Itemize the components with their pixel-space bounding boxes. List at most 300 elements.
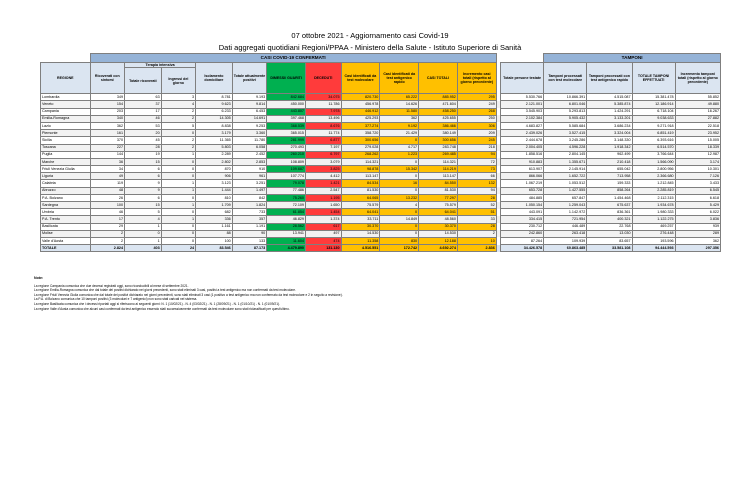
value-cell: 81.530 xyxy=(419,187,458,194)
value-cell: 5.585.684 xyxy=(544,122,587,129)
value-cell: 866.066 xyxy=(501,173,544,180)
value-cell: 1.497 xyxy=(232,187,266,194)
value-cell: 61.854 xyxy=(267,209,306,216)
value-cell: 4.516.551 xyxy=(341,245,380,252)
table-row xyxy=(41,216,721,223)
value-cell: 2 xyxy=(161,108,195,115)
value-cell: 870 xyxy=(196,166,233,173)
value-cell: 7.978 xyxy=(305,108,341,115)
value-cell: 484.885 xyxy=(501,194,544,201)
value-cell: 33.581.108 xyxy=(587,245,632,252)
value-cell: 2.121.001 xyxy=(501,101,544,108)
value-cell: 66 xyxy=(457,173,496,180)
col-header-casi-molecolare: Casi identificati da test molecolare xyxy=(341,63,380,94)
value-cell: 3.433 xyxy=(675,180,720,187)
value-cell: 450.000 xyxy=(267,101,306,108)
value-cell: 721.954 xyxy=(544,216,587,223)
value-cell: 713.958 xyxy=(587,173,632,180)
value-cell: 269.485 xyxy=(419,151,458,158)
value-cell: 1.195 xyxy=(305,194,341,201)
value-cell: 1.053.512 xyxy=(544,180,587,187)
value-cell: 281.999 xyxy=(267,137,306,144)
value-cell: 362 xyxy=(380,115,419,122)
value-cell: 3.148.330 xyxy=(587,137,632,144)
value-cell: 114.219 xyxy=(419,166,458,173)
value-cell: 249 xyxy=(457,101,496,108)
value-cell: 210.418 xyxy=(587,158,632,165)
value-cell: 90 xyxy=(232,230,266,237)
value-cell: 10.866.391 xyxy=(544,94,587,101)
value-cell: 5.530.766 xyxy=(501,94,544,101)
region-cell: Umbria xyxy=(41,209,91,216)
value-cell: 268.262 xyxy=(341,151,380,158)
value-cell: 6.801.046 xyxy=(544,101,587,108)
region-cell: Veneto xyxy=(41,101,91,108)
value-cell: 10 xyxy=(457,237,496,244)
value-cell: 0 xyxy=(161,209,195,216)
value-cell: 15 xyxy=(125,202,162,209)
value-cell: 682 xyxy=(196,209,233,216)
value-cell: 65.222 xyxy=(380,94,419,101)
value-cell: 403 xyxy=(125,245,162,252)
region-cell: Molise xyxy=(41,230,91,237)
value-cell: 132 xyxy=(457,180,496,187)
value-cell: 108.809 xyxy=(267,158,306,165)
value-cell: 64.065 xyxy=(341,194,380,201)
value-cell: 100 xyxy=(196,237,233,244)
value-cell: 830 xyxy=(380,237,419,244)
region-cell: Emilia-Romagna xyxy=(41,115,91,122)
col-header-totale-ricoverati: Totale ricoverati xyxy=(125,68,162,94)
table-row xyxy=(41,237,721,244)
value-cell: 113.147 xyxy=(419,173,458,180)
value-cell: 30.370 xyxy=(341,223,380,230)
value-cell: 34.426.578 xyxy=(501,245,544,252)
table-row xyxy=(41,101,721,108)
value-cell: 2.836 xyxy=(457,245,496,252)
col-header-casi-totali: CASI TOTALI xyxy=(419,63,458,94)
value-cell: 6.453 xyxy=(232,108,266,115)
value-cell: 154 xyxy=(90,101,124,108)
value-cell: 300.656 xyxy=(419,137,458,144)
region-cell: Campania xyxy=(41,108,91,115)
value-cell: 11.774 xyxy=(305,130,341,137)
value-cell: 2.444.678 xyxy=(501,137,544,144)
value-cell: 48.560 xyxy=(419,216,458,223)
value-cell: 46 xyxy=(125,115,162,122)
value-cell: 456.978 xyxy=(341,101,380,108)
value-cell: 28.562 xyxy=(267,223,306,230)
page-title: 07 ottobre 2021 - Aggiornamento casi Covid-19 xyxy=(291,31,449,40)
value-cell: 5 xyxy=(125,209,162,216)
region-cell: Toscana xyxy=(41,144,91,151)
page-subtitle: Dati aggregati quotidiani Regioni/PPAA - Ministero della Salute - Istituto Superiore di Sanità xyxy=(218,43,522,52)
col-header-persone-testate: Totale persone testate xyxy=(501,63,544,94)
value-cell: 3.174 xyxy=(675,158,720,165)
table-row xyxy=(41,180,721,187)
value-cell: 29 xyxy=(90,223,124,230)
value-cell: 46 xyxy=(90,209,124,216)
value-cell: 283.748 xyxy=(419,144,458,151)
value-cell: 63 xyxy=(125,94,162,101)
col-header-dimessi: DIMESSI/ GUARITI xyxy=(267,63,306,94)
value-cell: 13.941 xyxy=(267,230,306,237)
value-cell: 655.042 xyxy=(587,166,632,173)
region-cell: P.A. Bolzano xyxy=(41,194,91,201)
value-cell: 297.356 xyxy=(675,245,720,252)
value-cell: 2.547 xyxy=(305,187,341,194)
value-cell: 279.028 xyxy=(341,144,380,151)
notes-list xyxy=(34,284,714,312)
region-cell: TOTALE xyxy=(41,245,91,252)
value-cell: 1 xyxy=(161,151,195,158)
region-cell: Lombardia xyxy=(41,94,91,101)
value-cell: 6.718.104 xyxy=(632,108,675,115)
value-cell: 336 xyxy=(196,216,233,223)
value-cell: 2.439.026 xyxy=(501,130,544,137)
region-cell: Marche xyxy=(41,158,91,165)
value-cell: 4.692.274 xyxy=(419,245,458,252)
value-cell: 11.780 xyxy=(232,137,266,144)
value-cell: 12.987 xyxy=(675,151,720,158)
value-cell: 144 xyxy=(90,151,124,158)
value-cell: 1.650 xyxy=(305,202,341,209)
value-cell: 9.253 xyxy=(232,122,266,129)
value-cell: 617 xyxy=(305,223,341,230)
value-cell: 4.717 xyxy=(380,144,419,151)
value-cell: 260.210 xyxy=(267,151,306,158)
value-cell: 16 xyxy=(380,180,419,187)
value-cell: 4 xyxy=(380,202,419,209)
table-row xyxy=(41,223,721,230)
value-cell: 962.499 xyxy=(587,151,632,158)
value-cell: 242.860 xyxy=(501,230,544,237)
value-cell: 2 xyxy=(457,230,496,237)
value-cell: 12.188 xyxy=(419,237,458,244)
value-cell: 1.142.972 xyxy=(544,209,587,216)
value-cell: 100 xyxy=(90,202,124,209)
value-cell: 0 xyxy=(161,223,195,230)
region-cell: Valle d'Aosta xyxy=(41,237,91,244)
value-cell: 306 xyxy=(457,122,496,129)
value-cell: 0 xyxy=(161,166,195,173)
value-cell: 34 xyxy=(90,166,124,173)
table-row xyxy=(41,130,721,137)
value-cell: 6 xyxy=(125,194,162,201)
value-cell: 9 xyxy=(125,180,162,187)
value-cell: 268 xyxy=(457,108,496,115)
value-cell: 446.912 xyxy=(341,108,380,115)
value-cell: 7.126 xyxy=(675,173,720,180)
value-cell: 75.579 xyxy=(419,202,458,209)
value-cell: 2.289 xyxy=(196,151,233,158)
value-cell: 250 xyxy=(457,115,496,122)
col-header-incremento-casi: Incremento casi totali (rispetto al giorno precedente) xyxy=(457,63,496,94)
value-cell: 0 xyxy=(380,173,419,180)
value-cell: 6 xyxy=(125,173,162,180)
value-cell: 425.655 xyxy=(419,115,458,122)
value-cell: 12.186.914 xyxy=(632,101,675,108)
value-cell: 474 xyxy=(305,237,341,244)
table-row xyxy=(41,144,721,151)
value-cell: 0 xyxy=(161,158,195,165)
value-cell: 820.730 xyxy=(341,94,380,101)
value-cell: 2 xyxy=(161,137,195,144)
value-cell: 443.807 xyxy=(267,108,306,115)
value-cell: 469.257 xyxy=(632,223,675,230)
value-cell: 77.297 xyxy=(419,194,458,201)
value-cell: 358.720 xyxy=(341,130,380,137)
col-header-casi-antigenico: Casi identificati da test antigenico rapido xyxy=(380,63,419,94)
value-cell: 1.067.219 xyxy=(501,180,544,187)
value-cell: 4.479.890 xyxy=(267,245,306,252)
value-cell: 21.429 xyxy=(380,130,419,137)
value-cell: 46.829 xyxy=(267,216,306,223)
value-cell: 497 xyxy=(305,230,341,237)
value-cell: 365.015 xyxy=(267,130,306,137)
value-cell: 3.825 xyxy=(305,166,341,173)
value-cell: 3.836 xyxy=(675,216,720,223)
value-cell: 9.193 xyxy=(232,94,266,101)
region-cell: P.A. Trento xyxy=(41,216,91,223)
value-cell: 370 xyxy=(90,137,124,144)
value-cell: 49 xyxy=(90,173,124,180)
value-cell: 4 xyxy=(125,216,162,223)
value-cell: 910.883 xyxy=(501,158,544,165)
value-cell: 53 xyxy=(125,122,162,129)
value-cell: 910 xyxy=(232,166,266,173)
value-cell: 23.952 xyxy=(675,130,720,137)
value-cell: 400.321 xyxy=(587,216,632,223)
value-cell: 14.530 xyxy=(341,230,380,237)
value-cell: 2.800.956 xyxy=(632,166,675,173)
value-cell: 8.676 xyxy=(305,122,341,129)
value-cell: 7.197 xyxy=(305,144,341,151)
value-cell: 6.618 xyxy=(675,194,720,201)
cases-band: CASI COVID-19 CONFERMATI xyxy=(90,54,496,63)
value-cell: 425.293 xyxy=(341,115,380,122)
value-cell: 4.683.827 xyxy=(501,122,544,129)
value-cell: 15.005 xyxy=(675,137,720,144)
value-cell: 300.656 xyxy=(341,137,380,144)
value-cell: 84.550 xyxy=(419,180,458,187)
note-line: La regione Valle d'Aosta comunica che alcuni casi confermati da test antigenico essendo stati successivamente confermati da test molecolare sono stati riclassificati per quest'ultimo. xyxy=(34,306,290,311)
col-header-attualmente-positivi: Totale attualmente positivi xyxy=(232,63,266,94)
value-cell: 94 xyxy=(457,187,496,194)
value-cell: 83.546 xyxy=(196,245,233,252)
value-cell: 113.147 xyxy=(341,173,380,180)
value-cell: 3 xyxy=(161,94,195,101)
value-cell: 45 xyxy=(125,137,162,144)
value-cell: 218 xyxy=(457,144,496,151)
value-cell: 33 xyxy=(457,216,496,223)
table-row xyxy=(41,158,721,165)
value-cell: 386.466 xyxy=(419,122,458,129)
value-cell: 159.333 xyxy=(587,180,632,187)
region-cell: Calabria xyxy=(41,180,91,187)
value-cell: 13.232 xyxy=(380,194,419,201)
value-cell: 6 xyxy=(125,166,162,173)
value-cell: 2.824 xyxy=(90,245,124,252)
value-cell: 52 xyxy=(457,202,496,209)
value-cell: 107.774 xyxy=(267,173,306,180)
value-cell: 73 xyxy=(457,166,496,173)
value-cell: 24 xyxy=(161,245,195,252)
region-cell: Abruzzo xyxy=(41,187,91,194)
value-cell: 9.271.918 xyxy=(632,122,675,129)
table-row xyxy=(41,202,721,209)
value-cell: 88 xyxy=(196,230,233,237)
value-cell: 0 xyxy=(161,237,195,244)
value-cell: 1 xyxy=(161,216,195,223)
table-body xyxy=(41,94,721,252)
value-cell: 2.802 xyxy=(196,158,233,165)
value-cell: 109.939 xyxy=(544,237,587,244)
value-cell: 9.038.633 xyxy=(632,115,675,122)
value-cell: 906 xyxy=(196,173,233,180)
region-cell: Piemonte xyxy=(41,130,91,137)
value-cell: 48 xyxy=(90,187,124,194)
value-cell: 4.596.228 xyxy=(544,144,587,151)
region-cell: Sicilia xyxy=(41,137,91,144)
value-cell: 6.797 xyxy=(305,151,341,158)
value-cell: 263.418 xyxy=(544,230,587,237)
value-cell: 11.786 xyxy=(305,101,341,108)
value-cell: 84.534 xyxy=(341,180,380,187)
value-cell: 2 xyxy=(161,115,195,122)
value-cell: 3.324.004 xyxy=(587,130,632,137)
value-cell: 3.686.234 xyxy=(587,122,632,129)
value-cell: 14.626 xyxy=(380,101,419,108)
value-cell: 842.684 xyxy=(267,94,306,101)
value-cell: 18.339 xyxy=(675,144,720,151)
value-cell: 1.709 xyxy=(196,202,233,209)
value-cell: 2 xyxy=(90,237,124,244)
value-cell: 11.365 xyxy=(196,137,233,144)
value-cell: 1.424.291 xyxy=(587,108,632,115)
note-line: La regione Friuli Venezia Giulia comunica che dal totale dei positivi dichiarato nei giorni precedenti, sono stati eliminati 3 casi (1 positivo a test antigenico ma non confermato da test molecolare e 2 in seguito a revisione). xyxy=(34,292,343,297)
value-cell: 733 xyxy=(232,209,266,216)
value-cell: 0 xyxy=(380,187,419,194)
col-header-deceduti: DECEDUTI xyxy=(305,63,341,94)
value-cell: 114.321 xyxy=(419,158,458,165)
value-cell: 2.102.384 xyxy=(501,115,544,122)
value-cell: 75.260 xyxy=(267,194,306,201)
value-cell: 675.637 xyxy=(587,202,632,209)
value-cell: 14.849 xyxy=(380,216,419,223)
value-cell: 458.250 xyxy=(419,108,458,115)
col-header-ricoverati: Ricoverati con sintomi xyxy=(90,63,124,94)
value-cell: 810 xyxy=(196,194,233,201)
value-cell: 79.078 xyxy=(267,180,306,187)
value-cell: 114.321 xyxy=(341,158,380,165)
value-cell: 0 xyxy=(380,137,419,144)
value-cell: 77.486 xyxy=(267,187,306,194)
value-cell: 133 xyxy=(232,237,266,244)
value-cell: 0 xyxy=(161,230,195,237)
value-cell: 14.691 xyxy=(232,115,266,122)
value-cell: 3.133.201 xyxy=(587,115,632,122)
table-row xyxy=(41,194,721,201)
terapia-intensiva-band: Terapia intensiva xyxy=(125,63,196,68)
value-cell: 4.412 xyxy=(305,173,341,180)
value-cell: 28 xyxy=(125,144,162,151)
region-cell: Basilicata xyxy=(41,223,91,230)
value-cell: 26 xyxy=(90,194,124,201)
note-line: La P.A. di Bolzano comunica che 10 tamponi positivi (3 molecolari e 7 antigenici) non sono stati caricati nel sistema. xyxy=(34,297,198,302)
value-cell: 230.712 xyxy=(501,223,544,230)
value-cell: 1.191 xyxy=(232,223,266,230)
value-cell: 75.579 xyxy=(341,202,380,209)
value-cell: 1.454 xyxy=(305,209,341,216)
value-cell: 6.877 xyxy=(305,137,341,144)
value-cell: 51 xyxy=(457,209,496,216)
value-cell: 1.980.333 xyxy=(632,209,675,216)
col-header-regione: REGIONE xyxy=(41,63,91,94)
value-cell: 1.858.516 xyxy=(501,151,544,158)
value-cell: 20 xyxy=(125,130,162,137)
value-cell: 1.122.275 xyxy=(632,216,675,223)
value-cell: 72 xyxy=(457,158,496,165)
value-cell: 13.496 xyxy=(305,115,341,122)
value-cell: 858.264 xyxy=(587,187,632,194)
value-cell: 72.109 xyxy=(267,202,306,209)
value-cell: 60.863.485 xyxy=(544,245,587,252)
col-header-totale-tamponi: TOTALE TAMPONI EFFETTUATI xyxy=(632,63,675,94)
value-cell: 1 xyxy=(161,202,195,209)
value-cell: 13.030 xyxy=(587,230,632,237)
value-cell: 6.514.570 xyxy=(632,144,675,151)
value-cell: 87.264 xyxy=(501,237,544,244)
value-cell: 0 xyxy=(125,230,162,237)
value-cell: 613.907 xyxy=(501,166,544,173)
value-cell: 471.604 xyxy=(419,101,458,108)
value-cell: 8.838 xyxy=(196,122,233,129)
value-cell: 64.041 xyxy=(419,209,458,216)
value-cell: 1.454.468 xyxy=(587,194,632,201)
value-cell: 446.489 xyxy=(544,223,587,230)
value-cell: 1.223 xyxy=(380,151,419,158)
value-cell: 6.058 xyxy=(232,144,266,151)
value-cell: 1.427.555 xyxy=(544,187,587,194)
value-cell: 885.952 xyxy=(419,94,458,101)
table-row xyxy=(41,166,721,173)
value-cell: 16.267 xyxy=(675,108,720,115)
value-cell: 3.079 xyxy=(305,158,341,165)
value-cell: 1 xyxy=(125,237,162,244)
region-cell: Friuli Venezia Giulia xyxy=(41,166,91,173)
value-cell: 109.687 xyxy=(267,166,306,173)
covid-data-table xyxy=(40,53,721,252)
value-cell: 2.004.405 xyxy=(501,144,544,151)
value-cell: 33.711 xyxy=(341,216,380,223)
value-cell: 0 xyxy=(161,194,195,201)
value-cell: 94.444.593 xyxy=(632,245,675,252)
value-cell: 14.530 xyxy=(419,230,458,237)
value-cell: 842 xyxy=(232,194,266,201)
value-cell: 87.173 xyxy=(232,245,266,252)
value-cell: 2.366.680 xyxy=(632,173,675,180)
value-cell: 6.851.419 xyxy=(632,130,675,137)
value-cell: 3.527.415 xyxy=(544,130,587,137)
value-cell: 227 xyxy=(90,144,124,151)
value-cell: 119 xyxy=(90,180,124,187)
value-cell: 1.161 xyxy=(196,223,233,230)
notes-title: Note: xyxy=(34,276,44,280)
value-cell: 11.580 xyxy=(380,108,419,115)
value-cell: 443.091 xyxy=(501,209,544,216)
value-cell: 3.251 xyxy=(232,180,266,187)
